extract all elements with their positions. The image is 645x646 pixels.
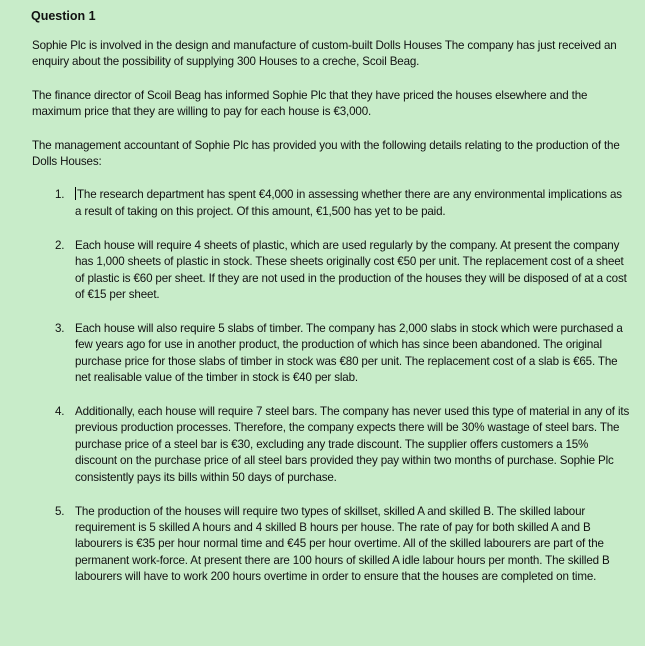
list-item-text: Each house will also require 5 slabs of timber. The company has 2,000 slabs in stock which were purchased a few years ago for use in another product, the production of which has since been abandoned. The original purchase price for those slabs of timber in stock was €80 per unit. The replacement cost of a slab is €65. The net realisable value of the timber in stock is €40 per slab. [75, 321, 623, 385]
list-item-number: 4. [55, 405, 65, 418]
list-item [32, 187, 631, 220]
text-cursor [75, 187, 76, 200]
list-item [32, 238, 631, 304]
list-item-text: The production of the houses will require two types of skillset, skilled A and skilled B. The skilled labour requirement is 5 skilled A hours and 4 skilled B hours per house. The rate of pay for both skilled A and B labourers is €35 per hour normal time and €45 per hour overtime. All of the skilled labourers are part of the permanent work-force. At present there are 100 hours of skilled A idle labour hours per month. The skilled B labourers will have to work 200 hours overtime in order to ensure that the houses are completed on time. [75, 504, 610, 584]
management-accountant-paragraph: The management accountant of Sophie Plc has provided you with the following details relating to the production of the Dolls Houses: [32, 138, 620, 169]
list-item-number: 3. [55, 321, 65, 335]
list-item-number: 2. [55, 238, 65, 252]
list-item [32, 321, 631, 387]
finance-director-paragraph: The finance director of Scoil Beag has informed Sophie Plc that they have priced the houses elsewhere and the maximum price that they are willing to pay for each house is €3,000. [32, 88, 588, 119]
list-item-number: 5. [55, 504, 65, 518]
intro-paragraph: Sophie Plc is involved in the design and manufacture of custom-built Dolls Houses The company has just received an enquiry about the possibility of supplying 300 Houses to a creche, Scoil Beag. [32, 39, 617, 69]
list-item-text: The research department has spent €4,000 in assessing whether there are any environmental implications as a result of taking on this project. Of this amount, €1,500 has yet to be paid. [75, 188, 622, 218]
list-item-number: 1. [55, 188, 65, 202]
question-title: Question 1 [31, 9, 96, 23]
list-item-text: Additionally, each house will require 7 steel bars. The company has never used this type of material in any of its previous production processes. Therefore, the company expects there will be 30% wastage of steel bars. The purchase price of a steel bar is €30, excluding any trade discount. The supplier offers customers a 15% discount on the purchase price of all steel bars provided they pay within two months of purchase. Sophie Plc consistently pays its bills within 50 days of purchase. [75, 405, 630, 484]
details-list [32, 187, 631, 585]
list-item-text: Each house will require 4 sheets of plastic, which are used regularly by the company. At present the company has 1,000 sheets of plastic in stock. These sheets originally cost €50 per unit. The replacement cost of a sheet of plastic is €60 per sheet. If they are not used in the production of the houses they will be disposed of at a cost of €15 per sheet. [75, 238, 627, 301]
list-item [32, 404, 631, 486]
list-item [32, 504, 631, 586]
